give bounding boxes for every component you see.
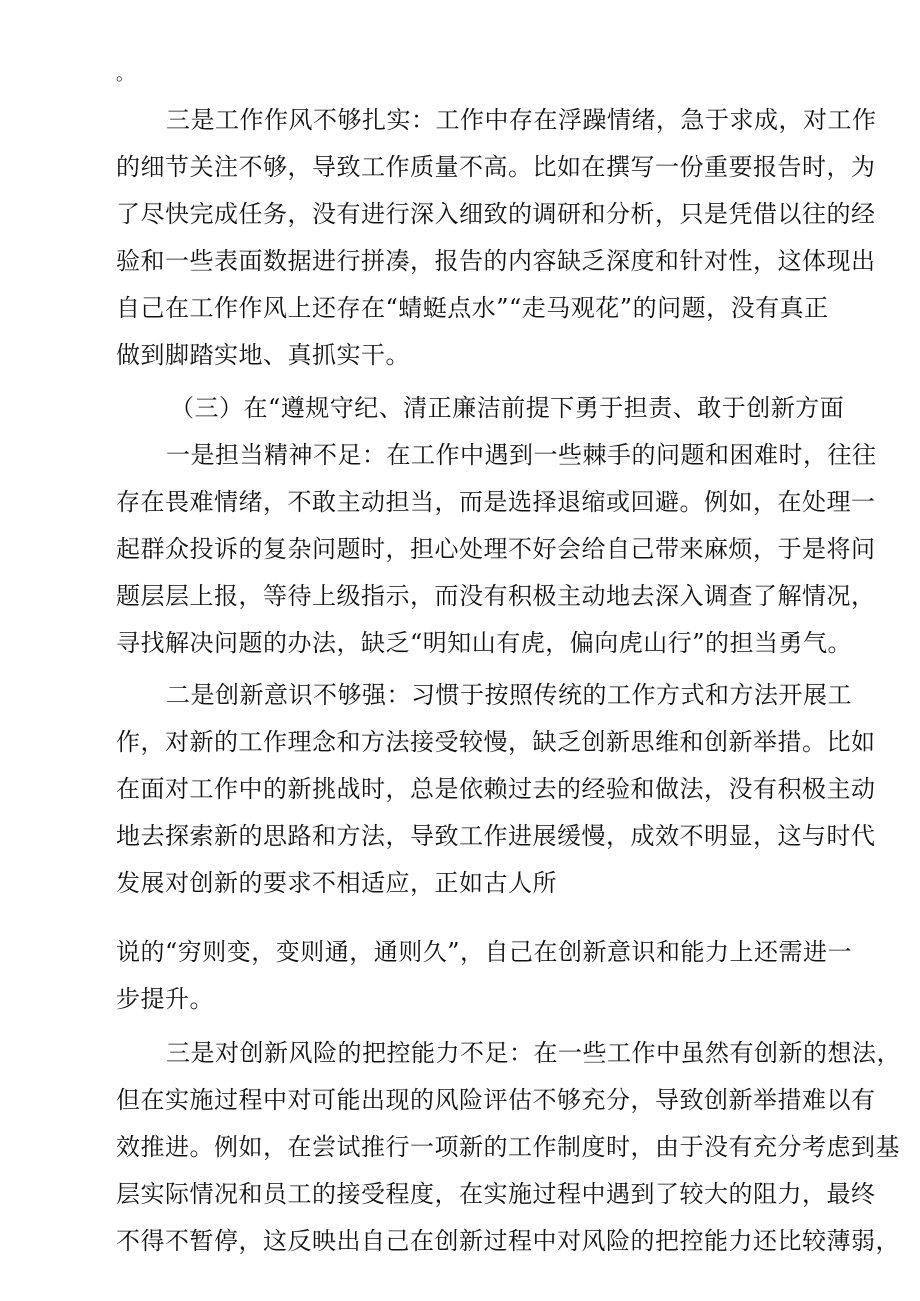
paragraph-line: 起群众投诉的复杂问题时，担心处理不好会给自己带来麻烦，于是将问 [116, 535, 876, 563]
paragraph-line: 作，对新的工作理念和方法接受较慢，缺乏创新思维和创新举措。比如 [116, 728, 876, 756]
paragraph-line: 在面对工作中的新挑战时，总是依赖过去的经验和做法，没有积极主动 [116, 775, 876, 803]
paragraph-line: 三是对创新风险的把控能力不足：在一些工作中虽然有创新的想法， [166, 1039, 901, 1067]
paragraph-line: 三是工作作风不够扎实：工作中存在浮躁情绪，急于求成，对工作 [166, 106, 877, 134]
paragraph-line: 题层层上报，等待上级指示，而没有积极主动地去深入调查了解情况， [116, 582, 876, 610]
paragraph-line: 不得不暂停，这反映出自己在创新过程中对风险的把控能力还比较薄弱， [116, 1227, 900, 1255]
paragraph-line: 存在畏难情绪，不敢主动担当，而是选择退缩或回避。例如，在处理一 [116, 488, 876, 516]
paragraph-line: 地去探索新的思路和方法，导致工作进展缓慢，成效不明显，这与时代 [116, 822, 876, 850]
paragraph-line: 但在实施过程中对可能出现的风险评估不够充分，导致创新举措难以有 [116, 1086, 876, 1114]
paragraph-line: 自己在工作作风上还存在“蜻蜓点水”“走马观花”的问题，没有真正 [116, 294, 829, 322]
paragraph-line: 层实际情况和员工的接受程度，在实施过程中遇到了较大的阻力，最终 [116, 1180, 876, 1208]
paragraph-line: 了尽快完成任务，没有进行深入细致的调研和分析，只是凭借以往的经 [116, 200, 876, 228]
paragraph-line: 做到脚踏实地、真抓实干。 [116, 341, 410, 369]
paragraph-line: 说的“穷则变，变则通，通则久”，自己在创新意识和能力上还需进一 [116, 938, 853, 966]
paragraph-line: 一是担当精神不足：在工作中遇到一些棘手的问题和困难时，往往 [166, 441, 877, 469]
section-heading: （三）在“遵规守纪、清正廉洁前提下勇于担责、敢于创新方面 [170, 394, 845, 422]
paragraph-line: 寻找解决问题的办法，缺乏“明知山有虎，偏向虎山行”的担当勇气。 [116, 629, 853, 657]
paragraph-line: 步提升。 [116, 985, 214, 1013]
paragraph-line: 的细节关注不够，导致工作质量不高。比如在撰写一份重要报告时，为 [116, 153, 876, 181]
paragraph-line: 发展对创新的要求不相适应，正如古人所 [116, 869, 557, 897]
paragraph-line: 验和一些表面数据进行拼凑，报告的内容缺乏深度和针对性，这体现出 [116, 247, 876, 275]
paragraph-line: 效推进。例如，在尝试推行一项新的工作制度时，由于没有充分考虑到基 [116, 1133, 900, 1161]
paragraph-line: 二是创新意识不够强：习惯于按照传统的工作方式和方法开展工 [166, 681, 852, 709]
text-line-fragment: 。 [116, 64, 134, 85]
